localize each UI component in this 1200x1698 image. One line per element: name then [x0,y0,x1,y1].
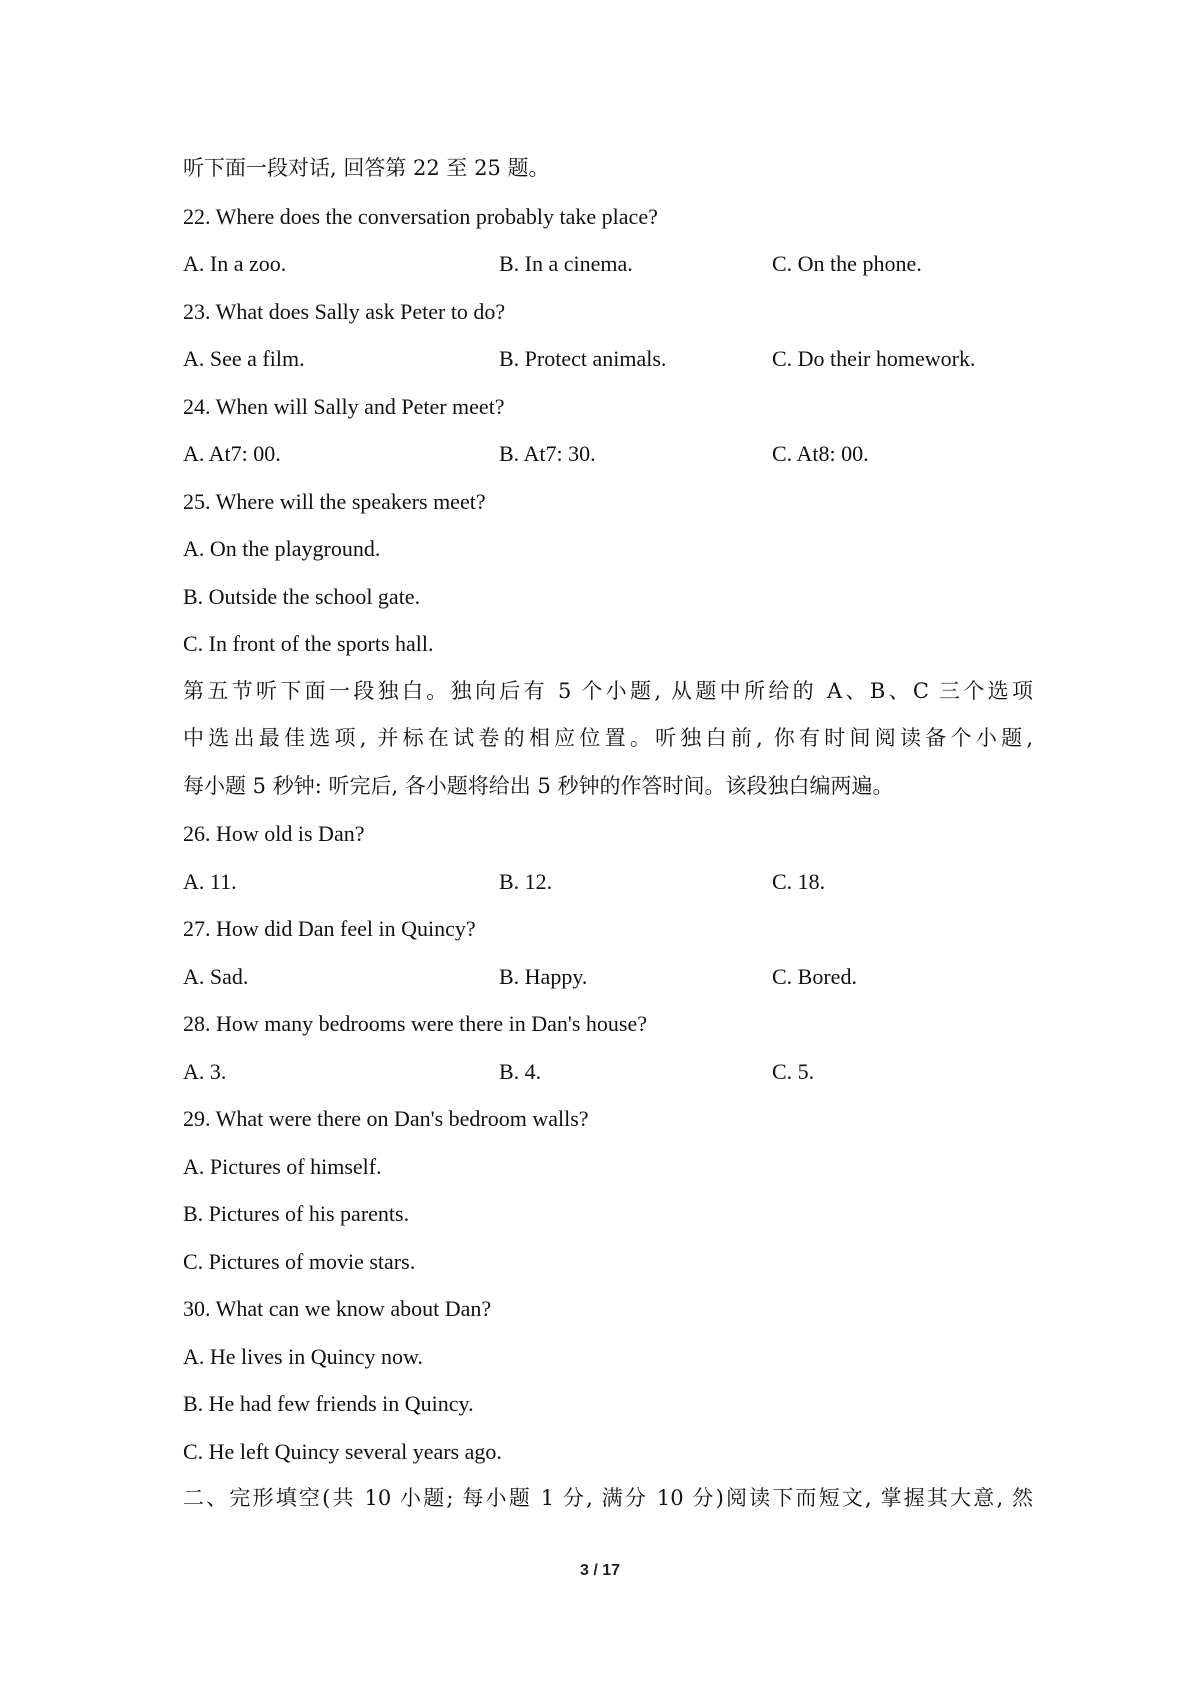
page-content [183,145,1033,1523]
question-22-option-b: B. In a cinema. [499,251,633,276]
question-23-option-b: B. Protect animals. [499,346,667,371]
question-23-option-a: A. See a film. [183,346,305,371]
question-28-option-c: C. 5. [772,1058,815,1084]
question-30-option-a: A. He lives in Quincy now. [183,1343,423,1369]
question-28-option-a: A. 3. [183,1058,227,1084]
question-26-option-c: C. 18. [772,868,826,894]
question-23-stem: 23. What does Sally ask Peter to do? [183,298,506,324]
question-24-option-b: B. At7: 30. [499,441,596,466]
question-24-stem: 24. When will Sally and Peter meet? [183,393,505,419]
question-28-option-b: B. 4. [499,1058,542,1084]
question-27-options [183,953,1033,1001]
question-26-option-b: B. 12. [499,868,553,894]
section-5-instructions-line-2: 中选出最佳选项, 并标在试卷的相应位置。听独白前, 你有时间阅读备个小题, [183,726,1033,750]
question-30-option-b: B. He had few friends in Quincy. [183,1391,474,1416]
part-2-cloze-intro: 二、完形填空(共 10 小题; 每小题 1 分, 满分 10 分)阅读下而短文, 掌握其大意, 然 [183,1486,1033,1510]
question-24-option-c: C. At8: 00. [772,441,869,466]
question-24-option-a: A. At7: 00. [183,441,281,466]
question-22-option-c: C. On the phone. [772,251,922,276]
question-27-stem: 27. How did Dan feel in Quincy? [183,916,476,941]
question-26-option-a: A. 11. [183,868,237,894]
question-22-option-a: A. In a zoo. [183,251,287,276]
question-29-option-a: A. Pictures of himself. [183,1153,382,1179]
page-number: 3 / 17 [579,1562,621,1579]
question-23-option-c: C. Do their homework. [772,346,976,371]
question-29-option-b: B. Pictures of his parents. [183,1201,410,1226]
question-26-options [183,858,1033,906]
question-27-option-b: B. Happy. [499,963,588,989]
listening-intro-22-25: 听下面一段对话, 回答第 22 至 25 题。 [183,156,550,180]
question-25-option-b: B. Outside the school gate. [183,583,421,609]
question-24-options [183,430,1033,478]
question-28-options [183,1048,1033,1096]
question-22-options [183,240,1033,288]
question-27-option-c: C. Bored. [772,963,857,989]
question-29-stem: 29. What were there on Dan's bedroom walls? [183,1106,589,1131]
question-25-option-a: A. On the playground. [183,536,381,561]
question-29-option-c: C. Pictures of movie stars. [183,1248,416,1274]
question-26-stem: 26. How old is Dan? [183,821,365,846]
question-22-stem: 22. Where does the conversation probably take place? [183,203,658,229]
question-28-stem: 28. How many bedrooms were there in Dan's house? [183,1011,648,1036]
section-5-instructions-line-1: 第五节听下面一段独白。独向后有 5 个小题, 从题中所给的 A、B、C 三个选项 [183,678,1033,703]
question-25-stem: 25. Where will the speakers meet? [183,488,486,514]
question-27-option-a: A. Sad. [183,963,249,989]
question-25-option-c: C. In front of the sports hall. [183,631,434,656]
question-30-stem: 30. What can we know about Dan? [183,1296,492,1321]
section-5-instructions-line-3: 每小题 5 秒钟: 听完后, 各小题将给出 5 秒钟的作答时间。该段独白编两遍。 [183,773,894,798]
question-23-options [183,335,1033,383]
question-30-option-c: C. He left Quincy several years ago. [183,1438,502,1464]
